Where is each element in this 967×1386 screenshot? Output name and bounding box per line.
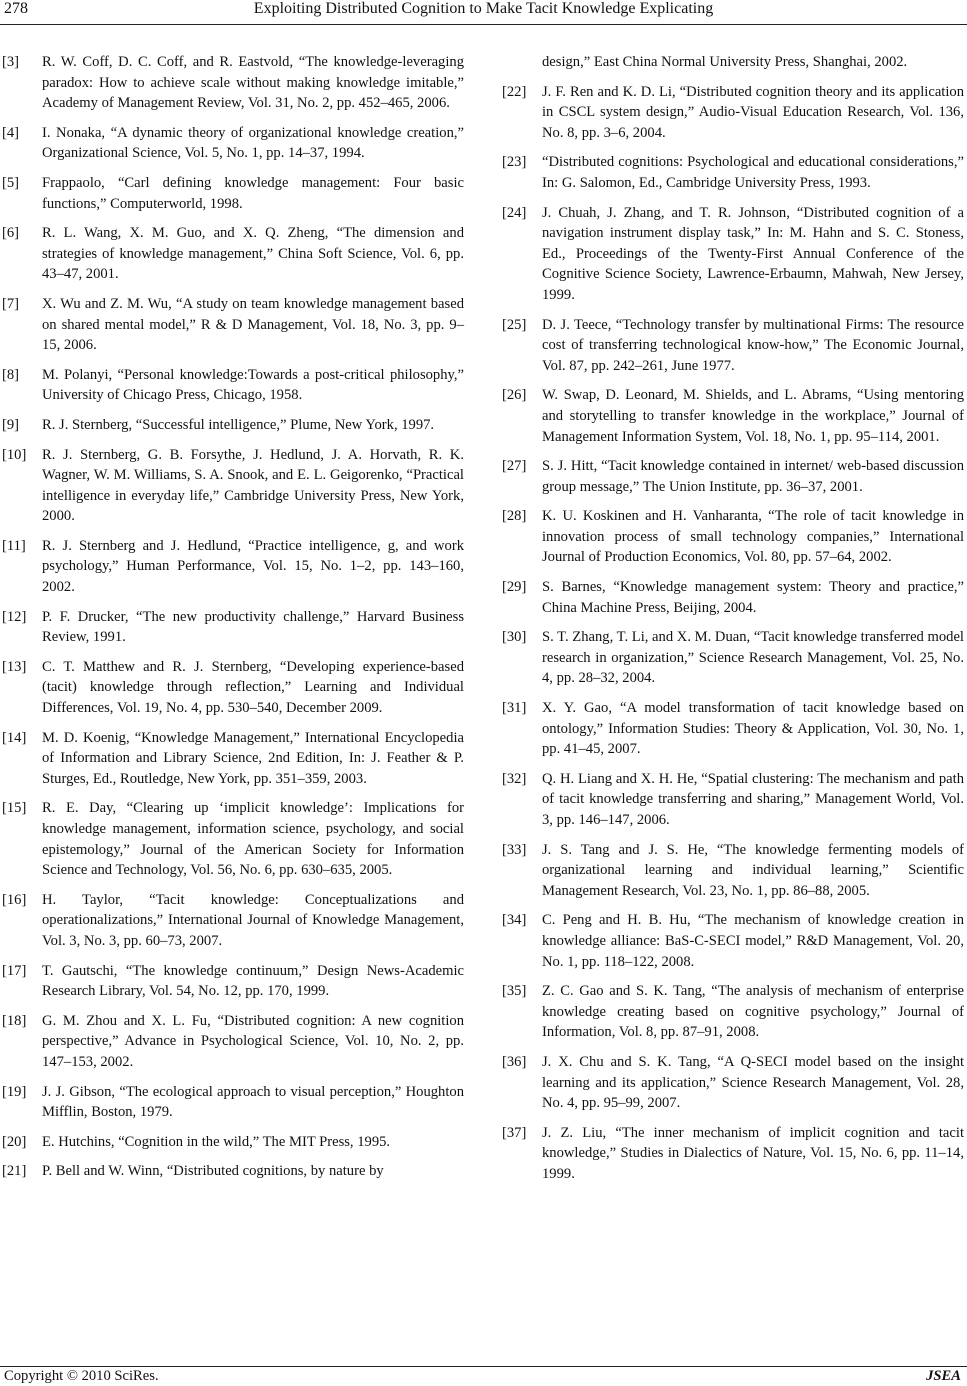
reference-entry [2,1161,464,1182]
reference-number: [30] [502,629,527,646]
reference-text: H. Taylor, “Tacit knowledge: Conceptualizations and operationalizations,” International Journal of Knowledge Management, Vol. 3, No. 3, pp. 60–73, 2007. [42,891,464,949]
reference-number: [8] [2,366,20,383]
reference-text: D. J. Teece, “Technology transfer by multinational Firms: The resource cost of transferring technological know-how,” The Economic Journal, Vol. 87, pp. 242–261, June 1977. [542,316,964,374]
reference-text: R. J. Sternberg and J. Hedlund, “Practice intelligence, g, and work psychology,” Human Performance, Vol. 15, No. 1–2, pp. 143–160, 2002. [42,537,464,596]
reference-number: [32] [502,770,527,787]
reference-text: Q. H. Liang and X. H. He, “Spatial clustering: The mechanism and path of tacit knowledge transferring and sharing,” Management World, Vol. 3, pp. 146–147, 2006. [542,770,964,828]
reference-gap [2,527,464,536]
reference-column-right [502,52,964,1185]
reference-text: R. W. Coff, D. C. Coff, and R. Eastvold, “The knowledge-leveraging paradox: How to achieve scale without making knowledge imitable,” Academy of Management Review, Vol. 31, No. 2, pp. 452–465, 2006. [42,54,464,112]
reference-column-left [2,52,464,1182]
reference-entry [502,1052,964,1114]
copyright-notice: Copyright © 2010 SciRes. [4,1368,159,1384]
reference-text: X. Wu and Z. M. Wu, “A study on team knowledge management based on shared mental model,” R & D Management, Vol. 18, No. 3, pp. 9–15, 2006. [42,295,464,354]
reference-text: R. J. Sternberg, G. B. Forsythe, J. Hedlund, J. A. Horvath, R. K. Wagner, W. M. Williams, S. A. Snook, and E. L. Geigorenko, “Practical intelligence in everyday life,” Cambridge University Press, New York, 2000. [42,446,464,525]
reference-number: [10] [2,446,27,463]
running-title: Exploiting Distributed Cognition to Make Tacit Knowledge Explicating [253,0,714,17]
reference-entry [2,1011,464,1073]
reference-entry [502,769,964,831]
reference-number: [16] [2,891,27,908]
reference-gap [2,436,464,445]
reference-text: J. J. Gibson, “The ecological approach to visual perception,” Houghton Mifflin, Boston, 1979. [42,1083,464,1121]
reference-number: [31] [502,700,527,717]
reference-entry [502,627,964,689]
reference-number: [22] [502,83,527,100]
reference-text: K. U. Koskinen and H. Vanharanta, “The role of tacit knowledge in innovation process of small technology companies,” International Journal of Production Economics, Vol. 80, pp. 57–64, 2002. [542,508,964,566]
reference-entry [2,607,464,648]
reference-gap [502,497,964,506]
reference-number: [34] [502,912,527,929]
reference-gap [2,356,464,365]
reference-gap [2,114,464,123]
reference-entry [2,798,464,880]
reference-number: [28] [502,508,527,525]
reference-number: [13] [2,658,27,675]
reference-text: Frappaolo, “Carl defining knowledge management: Four basic functions,” Computerworld, 1998. [42,174,464,212]
reference-text: X. Y. Gao, “A model transformation of tacit knowledge based on ontology,” Information Studies: Theory & Application, Vol. 30, No. 1, pp. 41–45, 2007. [542,700,964,758]
reference-entry [2,961,464,1002]
reference-entry [2,173,464,214]
reference-gap [502,376,964,385]
reference-gap [502,1114,964,1123]
reference-gap [502,689,964,698]
reference-text: P. Bell and W. Winn, “Distributed cognitions, by nature by [42,1163,384,1180]
reference-entry [2,1082,464,1123]
reference-number: [15] [2,800,27,817]
reference-entry [502,981,964,1043]
reference-number: [12] [2,608,27,625]
reference-text: design,” East China Normal University Press, Shanghai, 2002. [542,54,908,70]
reference-number: [37] [502,1124,527,1141]
reference-entry [2,445,464,527]
reference-entry [502,315,964,377]
reference-number: [24] [502,204,527,221]
reference-number: [14] [2,729,27,746]
reference-text: G. M. Zhou and X. L. Fu, “Distributed cognition: A new cognition perspective,” Advance in Psychological Science, Vol. 10, No. 2, pp. 147–153, 2002. [42,1012,464,1070]
reference-number: [17] [2,962,27,979]
reference-text: S. T. Zhang, T. Li, and X. M. Duan, “Tacit knowledge transferred model research in organization,” Science Research Management, Vol. 25, No. 4, pp. 28–32, 2004. [542,629,964,687]
reference-gap [2,164,464,173]
reference-gap [502,568,964,577]
reference-gap [502,447,964,456]
reference-entry [2,536,464,598]
reference-number: [20] [2,1133,27,1150]
reference-number: [18] [2,1012,27,1029]
reference-entry [502,1123,964,1185]
reference-text: S. J. Hitt, “Tacit knowledge contained in internet/ web-based discussion group message,” The Union Institute, pp. 36–37, 2001. [542,458,964,495]
reference-text: S. Barnes, “Knowledge management system: Theory and practice,” China Machine Press, Beijing, 2004. [542,579,964,616]
reference-entry [502,456,964,497]
reference-gap [502,73,964,82]
reference-number: [5] [2,174,20,191]
reference-number: [7] [2,295,20,312]
reference-gap [502,143,964,152]
reference-number: [19] [2,1083,27,1100]
reference-number: [9] [2,416,20,433]
reference-gap [2,1002,464,1011]
journal-abbreviation: JSEA [926,1368,961,1384]
reference-text: P. F. Drucker, “The new productivity challenge,” Harvard Business Review, 1991. [42,608,464,646]
reference-text: C. T. Matthew and R. J. Sternberg, “Developing experience-based (tacit) knowledge through reflection,” Learning and Individual Differences, Vol. 19, No. 4, pp. 530–540, December 2009. [42,658,464,717]
reference-entry [502,698,964,760]
reference-gap [502,831,964,840]
reference-text: M. Polanyi, “Personal knowledge:Towards a post-critical philosophy,” University of Chicago Press, Chicago, 1958. [42,366,464,404]
reference-text: J. S. Tang and J. S. He, “The knowledge fermenting models of organizational learning and individual learning,” Scientific Management Research, Vol. 23, No. 1, pp. 86–88, 2005. [542,841,964,899]
reference-gap [2,952,464,961]
reference-text: Z. C. Gao and S. K. Tang, “The analysis of mechanism of enterprise knowledge creating based on cognitive psychology,” Journal of Information, Vol. 8, pp. 87–91, 2008. [542,983,964,1041]
reference-entry [2,890,464,952]
reference-entry [502,203,964,306]
reference-gap [2,214,464,223]
reference-gap [2,1073,464,1082]
reference-text: T. Gautschi, “The knowledge continuum,” Design News-Academic Research Library, Vol. 54, No. 12, pp. 170, 1999. [42,962,464,1000]
reference-number: [11] [2,537,26,554]
reference-number: [23] [502,154,527,171]
reference-gap [2,648,464,657]
reference-gap [2,598,464,607]
reference-number: [26] [502,387,527,404]
reference-entry [2,1132,464,1153]
reference-entry [502,52,964,73]
reference-text: W. Swap, D. Leonard, M. Shields, and L. Abrams, “Using mentoring and storytelling to transfer knowledge in the workplace,” Journal of Management Information System, Vol. 18, No. 1, pp. 95–114, 2001. [542,387,964,445]
reference-gap [2,789,464,798]
reference-text: R. J. Sternberg, “Successful intelligence,” Plume, New York, 1997. [42,416,435,433]
reference-entry [2,294,464,356]
reference-number: [6] [2,225,20,242]
reference-entry [2,223,464,285]
reference-gap [2,406,464,415]
reference-text: J. Chuah, J. Zhang, and T. R. Johnson, “Distributed cognition of a navigation instrument display task,” In: M. Hahn and S. C. Stoness, Ed., Proceedings of the Twenty-First Annual Conference of the Cognitive Science Society, Lawrence-Erbaumn, Mahwah, New Jersey, 1999. [542,204,964,303]
reference-number: [25] [502,316,527,333]
reference-entry [2,123,464,164]
reference-text: I. Nonaka, “A dynamic theory of organizational knowledge creation,” Organizational Science, Vol. 5, No. 1, pp. 14–37, 1994. [42,124,464,162]
reference-entry [2,657,464,719]
reference-entry [2,365,464,406]
reference-entry [502,577,964,618]
reference-entry [2,52,464,114]
reference-text: E. Hutchins, “Cognition in the wild,” The MIT Press, 1995. [42,1133,391,1150]
reference-gap [502,194,964,203]
reference-entry [502,910,964,972]
reference-number: [35] [502,983,527,1000]
reference-entry [502,385,964,447]
reference-text: J. X. Chu and S. K. Tang, “A Q-SECI model based on the insight learning and its application,” Science Research Management, Vol. 28, No. 4, pp. 95–99, 2007. [542,1053,964,1112]
reference-gap [502,972,964,981]
reference-gap [502,901,964,910]
reference-entry [502,840,964,902]
reference-gap [502,1043,964,1052]
reference-number: [4] [2,124,20,141]
reference-number: [29] [502,579,527,596]
reference-gap [2,719,464,728]
reference-entry [2,415,464,436]
header-rule [0,24,967,25]
reference-entry [502,506,964,568]
reference-entry [2,728,464,790]
reference-number: [3] [2,54,20,70]
page-number: 278 [4,0,28,17]
reference-number: [27] [502,458,527,475]
reference-number: [36] [502,1053,527,1070]
reference-text: J. Z. Liu, “The inner mechanism of implicit cognition and tacit knowledge,” Studies in Dialectics of Nature, Vol. 15, No. 6, pp. 11–14, 1999. [542,1124,964,1182]
footer-rule [0,1366,967,1367]
reference-text: R. E. Day, “Clearing up ‘implicit knowledge’: Implications for knowledge management, information science, psychology, and social epistemology,” Journal of the American Society for Information Science and Technology, Vol. 56, No. 6, pp. 630–635, 2005. [42,800,464,879]
reference-entry [502,82,964,144]
reference-gap [2,285,464,294]
reference-text: J. F. Ren and K. D. Li, “Distributed cognition theory and its application in CSCL system design,” Audio-Visual Education Research, Vol. 136, No. 8, pp. 3–6, 2004. [542,83,964,141]
reference-gap [2,881,464,890]
reference-text: C. Peng and H. B. Hu, “The mechanism of knowledge creation in knowledge alliance: BaS-C-SECI model,” R&D Management, Vol. 20, No. 1, pp. 118–122, 2008. [542,912,964,970]
reference-entry [502,152,964,193]
reference-gap [2,1152,464,1161]
reference-text: R. L. Wang, X. M. Guo, and X. Q. Zheng, “The dimension and strategies of knowledge management,” China Soft Science, Vol. 6, pp. 43–47, 2001. [42,225,464,283]
reference-gap [502,306,964,315]
reference-text: M. D. Koenig, “Knowledge Management,” International Encyclopedia of Information and Library Science, 2nd Edition, In: J. Feather & P. Sturges, Ed., Routledge, New York, pp. 351–359, 2003. [42,729,464,787]
reference-number: [21] [2,1163,27,1180]
reference-gap [502,760,964,769]
reference-text: “Distributed cognitions: Psychological and educational considerations,” In: G. Salomon, Ed., Cambridge University Press, 1993. [542,154,964,191]
reference-number: [33] [502,841,527,858]
reference-gap [2,1123,464,1132]
reference-gap [502,618,964,627]
